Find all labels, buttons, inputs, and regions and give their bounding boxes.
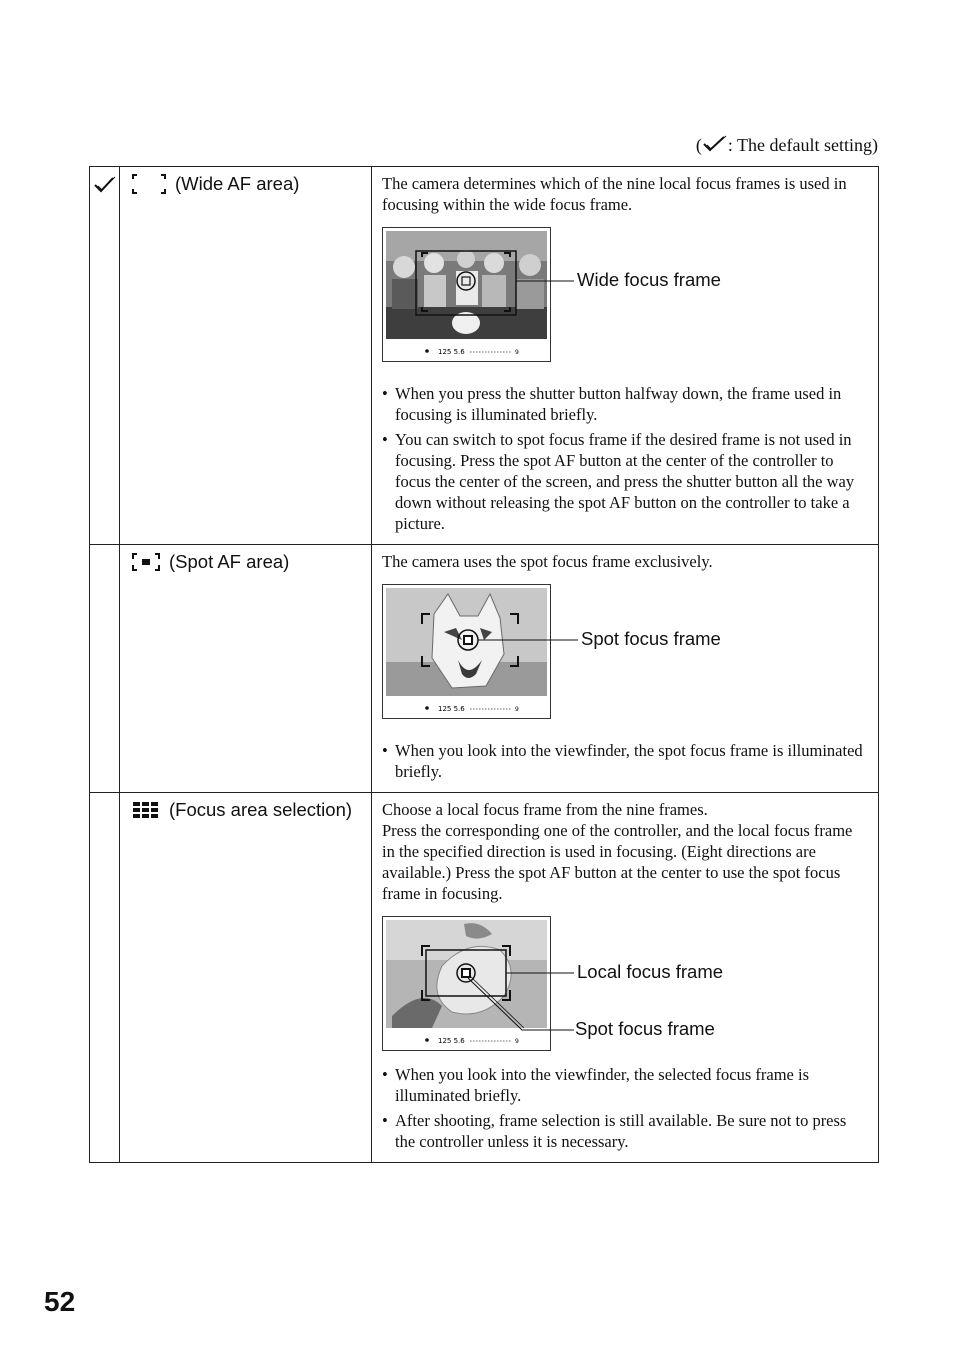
mode-label: (Spot AF area)	[169, 551, 290, 572]
default-mark-cell	[90, 167, 120, 545]
default-mark-cell	[90, 793, 120, 1163]
list-item: • When you press the shutter button halfway down, the frame used in focusing is illuminated briefly.	[382, 383, 868, 425]
viewfinder-figure	[382, 916, 868, 1056]
list-item: • After shooting, frame selection is still available. Be sure not to press the controller unless it is necessary.	[382, 1110, 868, 1152]
viewfinder-readout: 125 5.6	[438, 705, 465, 713]
default-mark-cell	[90, 545, 120, 793]
svg-text:9: 9	[515, 1038, 519, 1045]
description-cell	[372, 793, 879, 1163]
table-row	[90, 545, 879, 793]
list-item: • When you look into the viewfinder, the spot focus frame is illuminated briefly.	[382, 740, 868, 782]
svg-text:9: 9	[515, 706, 519, 713]
callout-spot-focus-frame: Spot focus frame	[581, 628, 721, 649]
mode-description-detail: Press the corresponding one of the controller, and the local focus frame in the specified direction is used in focusing. (Eight directions are available.) Press the spot AF button at the center to use the spot focus frame in focusing.	[382, 821, 853, 903]
focus-area-selection-icon	[131, 799, 161, 821]
callout-wide-focus-frame: Wide focus frame	[577, 269, 721, 290]
spot-af-area-icon	[131, 551, 161, 573]
mode-cell	[120, 545, 372, 793]
svg-text:9: 9	[515, 349, 519, 356]
list-item: • When you look into the viewfinder, the selected focus frame is illuminated briefly.	[382, 1064, 868, 1106]
bullet-list	[382, 740, 868, 782]
description-cell	[372, 167, 879, 545]
list-item: • You can switch to spot focus frame if the desired frame is not used in focusing. Press the spot AF button at the center of the controller to focus the center of the screen, and press the shutter button all the way down without releasing the spot AF button on the controller to take a picture.	[382, 429, 868, 534]
mode-cell	[120, 167, 372, 545]
viewfinder-readout: 125 5.6	[438, 1037, 465, 1045]
callout-local-focus-frame: Local focus frame	[577, 961, 724, 982]
table-row	[90, 793, 879, 1163]
viewfinder-figure	[382, 227, 868, 375]
table-row	[90, 167, 879, 545]
bullet-list	[382, 383, 868, 534]
mode-label: (Focus area selection)	[169, 799, 353, 820]
viewfinder-figure	[382, 584, 868, 732]
mode-description: The camera uses the spot focus frame exclusively.	[382, 552, 713, 571]
checkmark-icon	[93, 175, 119, 200]
page-number: 52	[44, 1286, 76, 1317]
focus-area-table	[89, 166, 879, 1163]
checkmark-icon	[702, 134, 728, 159]
viewfinder-readout: 125 5.6	[438, 348, 465, 356]
callout-spot-focus-frame: Spot focus frame	[575, 1018, 715, 1039]
mode-description: Choose a local focus frame from the nine frames.	[382, 800, 708, 819]
mode-cell	[120, 793, 372, 1163]
mode-description: The camera determines which of the nine local focus frames is used in focusing within the wide focus frame.	[382, 174, 847, 214]
bullet-list	[382, 1064, 868, 1152]
description-cell	[372, 545, 879, 793]
callout-line	[382, 584, 582, 720]
default-setting-note: ( : The default setting)	[696, 134, 878, 159]
wide-af-area-icon	[131, 173, 167, 195]
callout-line	[382, 916, 582, 1052]
mode-label: (Wide AF area)	[175, 173, 300, 194]
callout-line	[382, 227, 582, 363]
